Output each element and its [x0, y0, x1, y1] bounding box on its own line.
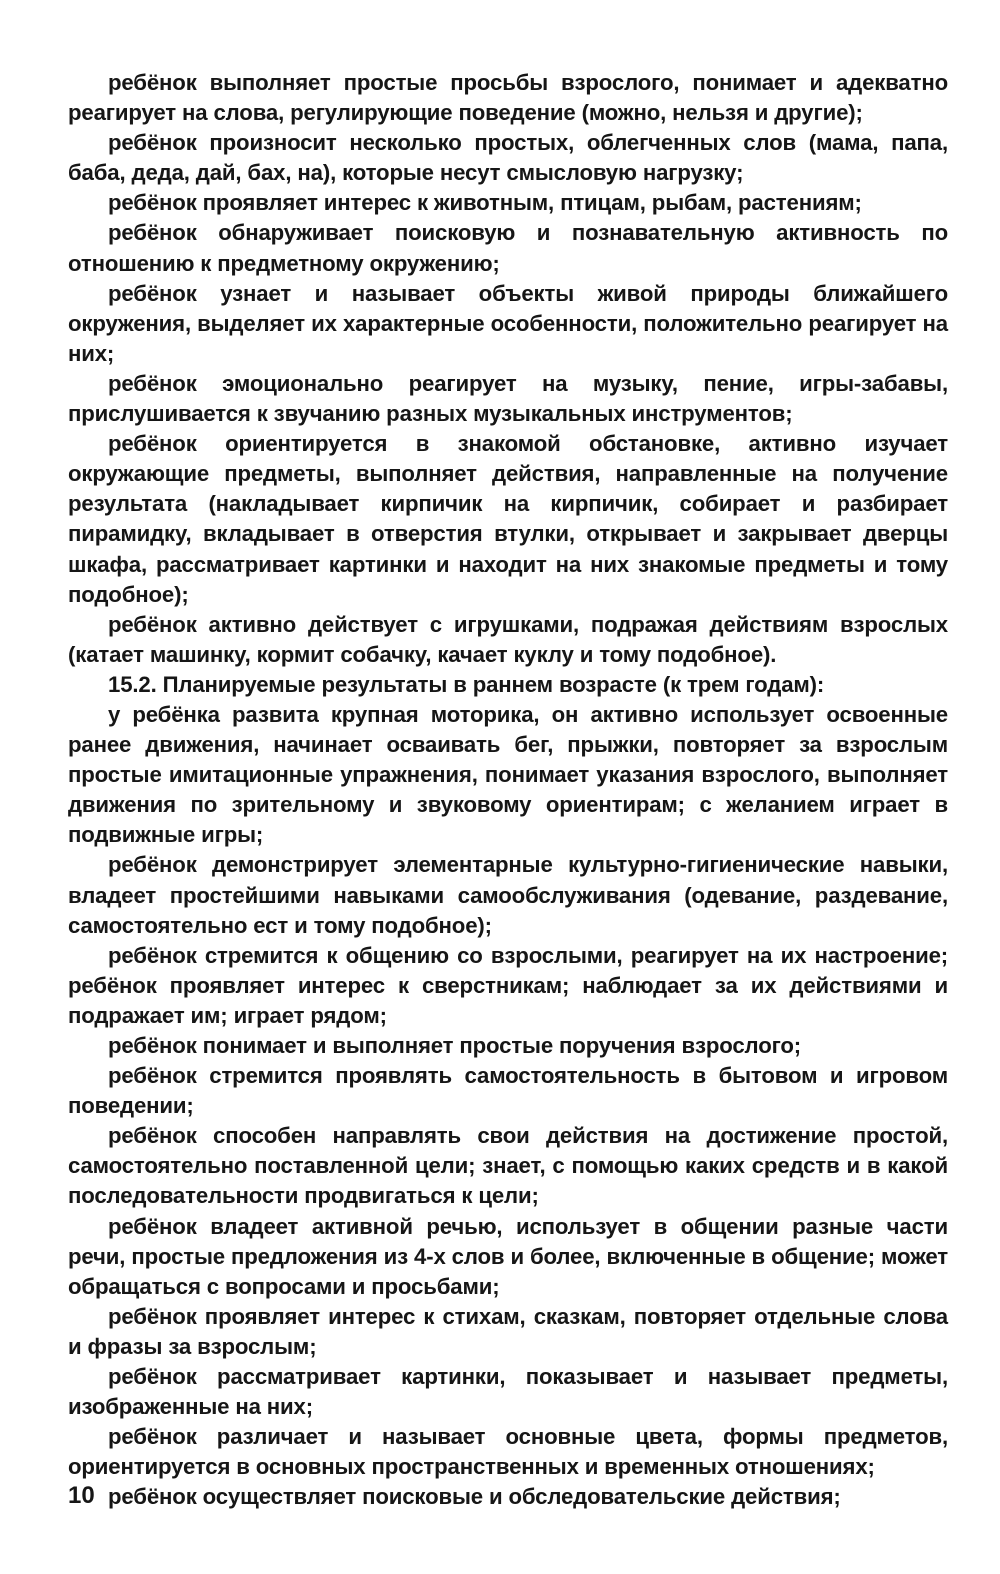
paragraph-6: ребёнок эмоционально реагирует на музыку, пение, игры-забавы, прислушивается к звучанию разных музыкальных инструментов;: [68, 370, 948, 427]
paragraph-16: ребёнок владеет активной речью, использует в общении разные части речи, простые предложения из 4-х слов и более, включенные в общение; может обращаться с вопросами и просьбами;: [68, 1213, 948, 1299]
paragraph-2: ребёнок произносит несколько простых, облегченных слов (мама, папа, баба, деда, дай, бах, на), которые несут смысловую нагрузку;: [68, 130, 948, 186]
paragraph-8: ребёнок активно действует с игрушками, подражая действиям взрослых (катает машинку, кормит собачку, качает куклу и тому подобное).: [68, 611, 948, 667]
page-number: 10: [68, 1482, 95, 1509]
page-body: [68, 68, 948, 1513]
paragraph-5: ребёнок узнает и называет объекты живой природы ближайшего окружения, выделяет их характерные особенности, положительно реагирует на них;: [68, 280, 948, 366]
paragraph-4: ребёнок обнаруживает поисковую и познавательную активность по отношению к предметному окружению;: [68, 220, 948, 276]
paragraph-7: ребёнок ориентируется в знакомой обстановке, активно изучает окружающие предметы, выполняет действия, направленные на получение результата (накладывает кирпичик на кирпичик, собирает и разбирает пирамидку, вкладывает в отверстия втулки, открывает и закрывает дверцы шкафа, рассматривает картинки и находит на них знакомые предметы и тому подобное);: [68, 431, 948, 607]
paragraph-10: у ребёнка развита крупная моторика, он активно использует освоенные ранее движения, начинает осваивать бег, прыжки, повторяет за взрослым простые имитационные упражнения, понимает указания взрослого, выполняет движения по зрительному и звуковому ориентирам; с желанием играет в подвижные игры;: [68, 701, 948, 848]
paragraph-11: ребёнок демонстрирует элементарные культурно-гигиенические навыки, владеет простейшими навыками самообслуживания (одевание, раздевание, самостоятельно ест и тому подобное);: [68, 852, 948, 938]
paragraph-3: ребёнок проявляет интерес к животным, птицам, рыбам, растениям;: [108, 190, 862, 216]
paragraph-12: ребёнок стремится к общению со взрослыми, реагирует на их настроение; ребёнок проявляет интерес к сверстникам; наблюдает за их действиями и подражает им; играет рядом;: [68, 942, 948, 1028]
paragraph-20: ребёнок осуществляет поисковые и обследовательские действия;: [108, 1484, 841, 1510]
paragraph-1: ребёнок выполняет простые просьбы взрослого, понимает и адекватно реагирует на слова, регулирующие поведение (можно, нельзя и другие);: [68, 70, 948, 126]
paragraph-17: ребёнок проявляет интерес к стихам, сказкам, повторяет отдельные слова и фразы за взрослым;: [68, 1303, 948, 1359]
paragraph-19: ребёнок различает и называет основные цвета, формы предметов, ориентируется в основных пространственных и временных отношениях;: [68, 1424, 948, 1480]
paragraph-15: ребёнок способен направлять свои действия на достижение простой, самостоятельно поставленной цели; знает, с помощью каких средств и в какой последовательности продвигаться к цели;: [68, 1123, 948, 1209]
section-heading-15-2: 15.2. Планируемые результаты в раннем возрасте (к трем годам):: [108, 671, 825, 697]
paragraph-14: ребёнок стремится проявлять самостоятельность в бытовом и игровом поведении;: [68, 1063, 948, 1119]
paragraph-18: ребёнок рассматривает картинки, показывает и называет предметы, изображенные на них;: [68, 1364, 948, 1420]
paragraph-13: ребёнок понимает и выполняет простые поручения взрослого;: [108, 1033, 802, 1058]
